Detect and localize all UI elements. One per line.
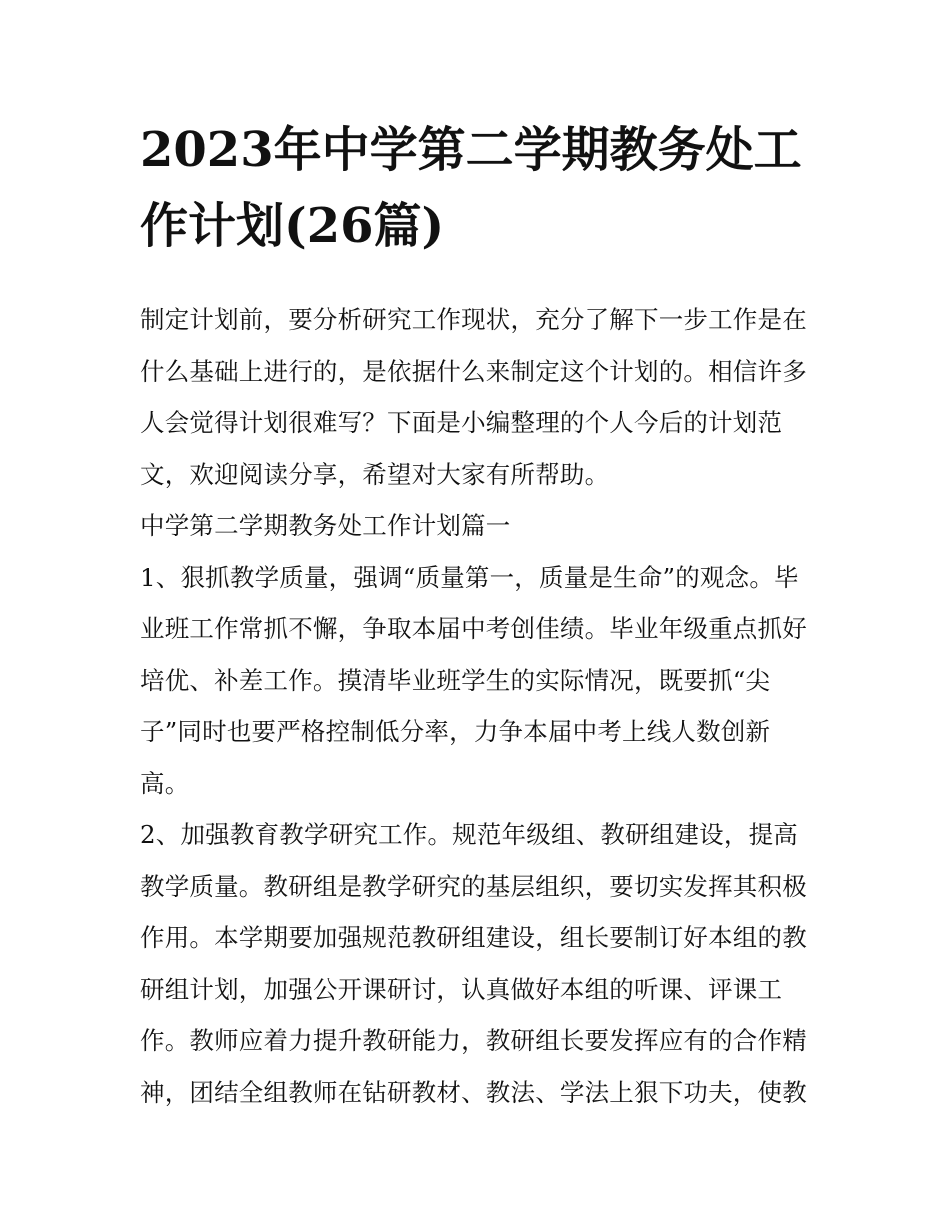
item1-line-4: 子”同时也要严格控制低分率，力争本届中考上线人数创新 bbox=[140, 717, 771, 746]
item2-line-3: 作用。本学期要加强规范教研组建设，组长要制订好本组的教 bbox=[140, 923, 807, 952]
intro-line-3: 人会觉得计划很难写？下面是小编整理的个人今后的计划范 bbox=[140, 408, 783, 437]
item2-line-2: 教学质量。教研组是教学研究的基层组织，要切实发挥其积极 bbox=[140, 871, 807, 901]
document-body bbox=[140, 294, 820, 1118]
item1-line-2: 业班工作常抓不懈，争取本届中考创佳绩。毕业年级重点抓好 bbox=[140, 614, 807, 643]
intro-line-2: 什么基础上进行的，是依据什么来制定这个计划的。相信许多 bbox=[140, 356, 807, 386]
item1-line-1: 1、狠抓教学质量，强调“质量第一，质量是生命”的观念。毕 bbox=[140, 562, 799, 592]
title-line-2: 作计划(26篇) bbox=[140, 198, 445, 254]
item2-line-5: 作。教师应着力提升教研能力，教研组长要发挥应有的合作精 bbox=[140, 1026, 807, 1055]
item1-line-3: 培优、补差工作。摸清毕业班学生的实际情况，既要抓“尖 bbox=[140, 665, 771, 695]
intro-line-4: 文，欢迎阅读分享，希望对大家有所帮助。 bbox=[140, 459, 610, 489]
item1-line-5: 高。 bbox=[140, 768, 190, 798]
document-title bbox=[140, 112, 820, 264]
section-heading: 中学第二学期教务处工作计划篇一 bbox=[140, 511, 511, 540]
intro-line-1: 制定计划前，要分析研究工作现状，充分了解下一步工作是在 bbox=[140, 305, 807, 334]
document-page bbox=[140, 112, 820, 1118]
item2-line-4: 研组计划，加强公开课研讨，认真做好本组的听课、评课工 bbox=[140, 974, 783, 1004]
title-line-1: 2023年中学第二学期教务处工 bbox=[140, 122, 802, 178]
item2-line-6: 神，团结全组教师在钻研教材、教法、学法上狠下功夫，使教 bbox=[140, 1077, 807, 1107]
item2-line-1: 2、加强教育教学研究工作。规范年级组、教研组建设，提高 bbox=[140, 820, 798, 849]
